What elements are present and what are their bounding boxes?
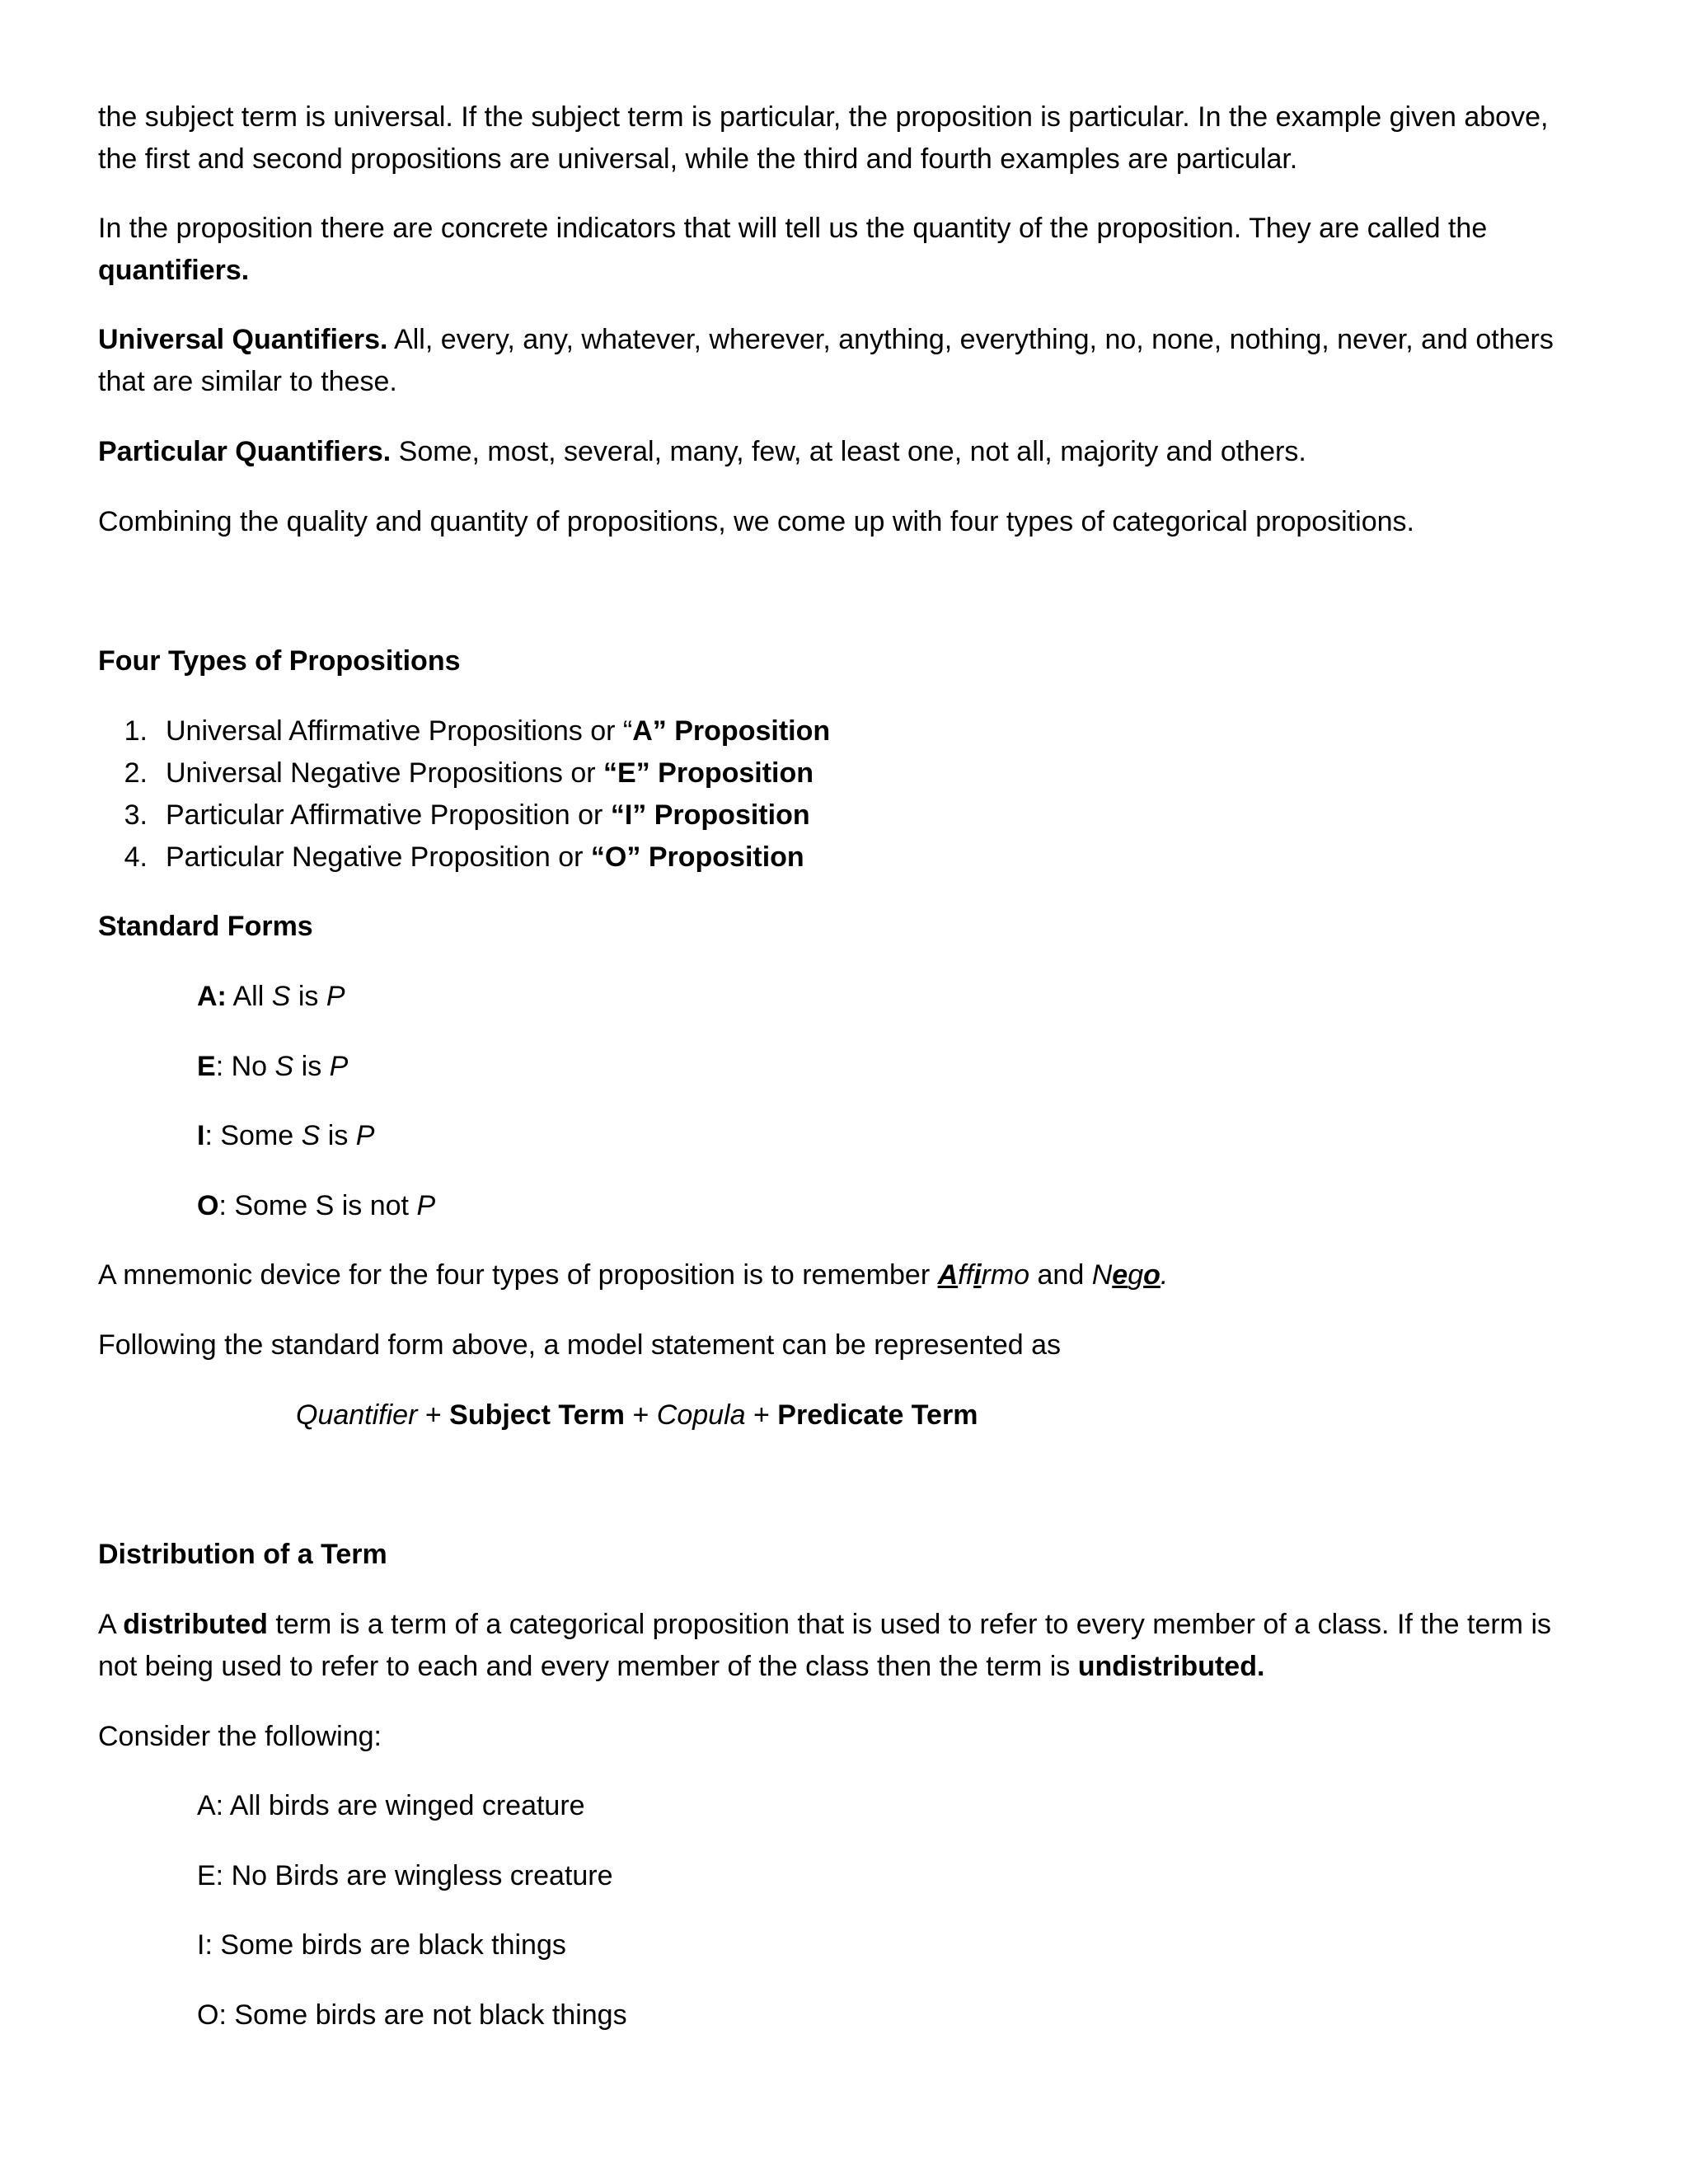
list-item-number: 4.	[124, 841, 148, 873]
model-subject-term: Subject Term	[449, 1399, 626, 1431]
list-item-suffix: Proposition	[666, 715, 831, 747]
mnemonic-nego-g: g	[1128, 1259, 1144, 1291]
list-item-text: Particular Affirmative Proposition or	[166, 799, 611, 831]
form-label: I	[197, 1120, 205, 1151]
consider-text: Consider the following:	[98, 1721, 382, 1752]
form-label: E	[197, 1051, 216, 1082]
mnemonic-affirmo-ff: ff	[958, 1259, 974, 1291]
list-item-letter: “O”	[590, 841, 641, 873]
example-line	[197, 1999, 627, 2032]
intro-text-1: the subject term is universal. If the subject term is particular, the proposition is particular. In the example given above,	[98, 101, 1549, 133]
mnemonic-and: and	[1029, 1259, 1092, 1291]
quantifiers-line-2	[98, 254, 249, 287]
form-quantifier: All	[226, 981, 272, 1012]
form-subject: S	[274, 1051, 294, 1082]
four-types-heading-text: Four Types of Propositions	[98, 645, 461, 677]
model-formula-line	[296, 1399, 978, 1432]
list-item	[98, 757, 814, 790]
model-plus: +	[417, 1399, 450, 1431]
standard-form-i	[197, 1119, 374, 1152]
intro-line-2	[98, 143, 1297, 176]
form-quantifier: : No	[215, 1051, 275, 1082]
standard-form-a	[197, 980, 345, 1013]
example-text: A: All birds are winged creature	[197, 1790, 585, 1821]
distribution-text: A	[98, 1609, 124, 1640]
model-intro-line	[98, 1329, 1061, 1361]
model-quantifier: Quantifier	[296, 1399, 418, 1431]
distribution-term-undistributed: undistributed.	[1077, 1651, 1265, 1682]
form-copula: is	[290, 981, 326, 1012]
example-line	[197, 1859, 613, 1892]
quantifiers-text: In the proposition there are concrete indicators that will tell us the quantity of the proposition. They are called the	[98, 213, 1488, 244]
mnemonic-affirmo-rest: rmo	[981, 1259, 1030, 1291]
form-quantifier: : Some	[204, 1120, 302, 1151]
list-item-number: 1.	[124, 715, 148, 747]
mnemonic-nego-e: e	[1112, 1259, 1128, 1291]
universal-quantifiers-label: Universal Quantifiers.	[98, 324, 388, 355]
universal-quantifiers-text: All, every, any, whatever, wherever, anything, everything, no, none, nothing, never, and others	[387, 324, 1554, 355]
form-label: A:	[197, 981, 227, 1012]
model-predicate-term: Predicate Term	[777, 1399, 978, 1431]
model-intro-text: Following the standard form above, a model statement can be represented as	[98, 1329, 1062, 1361]
model-copula: Copula	[656, 1399, 746, 1431]
distribution-text: not being used to refer to each and every member of the class then the term is	[98, 1651, 1078, 1682]
intro-text-2: the first and second propositions are universal, while the third and fourth examples are particular.	[98, 143, 1298, 175]
form-predicate: P	[416, 1190, 436, 1221]
example-text: O: Some birds are not black things	[197, 1999, 627, 2031]
intro-line-1	[98, 101, 1548, 134]
example-text: I: Some birds are black things	[197, 1929, 566, 1961]
quantifiers-line-1	[98, 212, 1487, 245]
form-quantifier: : Some S is not	[218, 1190, 417, 1221]
form-subject: S	[301, 1120, 321, 1151]
distribution-line-1	[98, 1608, 1551, 1641]
form-predicate: P	[326, 981, 345, 1012]
combining-text: Combining the quality and quantity of propositions, we come up with four types of categorical propositions.	[98, 506, 1415, 537]
particular-quantifiers-text: Some, most, several, many, few, at least one, not all, majority and others.	[391, 436, 1306, 467]
list-item-text: Universal Affirmative Propositions or “	[166, 715, 633, 747]
distribution-term-distributed: distributed	[123, 1609, 268, 1640]
mnemonic-text: A mnemonic device for the four types of proposition is to remember	[98, 1259, 938, 1291]
list-item-suffix: Proposition	[649, 757, 814, 789]
example-line	[197, 1929, 566, 1961]
list-item-letter: “I”	[610, 799, 647, 831]
quantifiers-term: quantifiers.	[98, 255, 250, 286]
particular-quantifiers-line	[98, 435, 1306, 468]
mnemonic-line	[98, 1258, 1168, 1291]
universal-quantifiers-line-1	[98, 323, 1554, 356]
form-predicate: P	[355, 1120, 375, 1151]
list-item-text: Universal Negative Propositions or	[166, 757, 604, 789]
list-item-suffix: Proposition	[640, 841, 804, 873]
mnemonic-nego-o: o	[1143, 1259, 1160, 1291]
example-line	[197, 1789, 585, 1822]
list-item	[98, 841, 804, 874]
standard-forms-heading-text: Standard Forms	[98, 911, 313, 942]
model-plus: +	[625, 1399, 657, 1431]
distribution-heading	[98, 1538, 387, 1571]
distribution-line-2	[98, 1650, 1264, 1683]
list-item	[98, 799, 810, 832]
form-copula: is	[293, 1051, 330, 1082]
standard-forms-heading	[98, 910, 313, 943]
example-text: E: No Birds are wingless creature	[197, 1860, 613, 1891]
form-subject: S	[271, 981, 291, 1012]
form-copula: is	[320, 1120, 356, 1151]
list-item-text: Particular Negative Proposition or	[166, 841, 591, 873]
four-types-heading	[98, 644, 461, 677]
standard-form-e	[197, 1050, 348, 1083]
list-item-letter: “E”	[603, 757, 650, 789]
consider-line	[98, 1720, 382, 1753]
particular-quantifiers-label: Particular Quantifiers.	[98, 436, 392, 467]
distribution-heading-text: Distribution of a Term	[98, 1539, 387, 1570]
list-item-number: 2.	[124, 757, 148, 789]
universal-quantifiers-text-2: that are similar to these.	[98, 366, 397, 397]
form-label: O	[197, 1190, 219, 1221]
mnemonic-period: .	[1160, 1259, 1169, 1291]
mnemonic-affirmo-a: A	[937, 1259, 959, 1291]
list-item	[98, 715, 830, 748]
list-item-letter: A”	[632, 715, 667, 747]
form-predicate: P	[329, 1051, 349, 1082]
standard-form-o	[197, 1189, 435, 1222]
list-item-suffix: Proposition	[646, 799, 810, 831]
mnemonic-nego-n: N	[1091, 1259, 1113, 1291]
combining-line	[98, 505, 1414, 538]
distribution-text: term is a term of a categorical proposition that is used to refer to every member of a class. If the term is	[267, 1609, 1551, 1640]
model-plus: +	[745, 1399, 778, 1431]
list-item-number: 3.	[124, 799, 148, 831]
mnemonic-affirmo-i: i	[973, 1259, 982, 1291]
universal-quantifiers-line-2	[98, 365, 397, 398]
